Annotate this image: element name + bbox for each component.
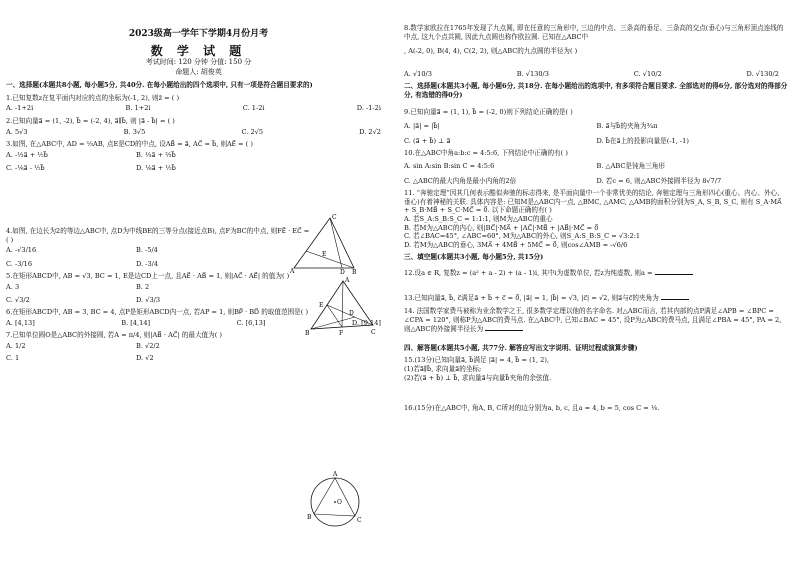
- question-11: 11. “奔驰定理”因其几何表示酷似奔驰的标志得来, 是平面向量中一个非常优美的结论, 奔驰定理与三角形四心(重心、内心、外心、垂心)有着神秘的关联. 具体内容是: 已知M是△ABC内一点, △BMC, △AMC, △AMB的面积分别为S_A, S_B, S_C, 则有 S_A·MA⃗ + S_B·MB⃗ + S_C·MC⃗ = 0⃗. 以下命题正确的有( ): [404, 189, 784, 215]
- option: D. √3/3: [136, 295, 161, 304]
- option: C. 2√5: [241, 127, 264, 136]
- option: A. -1+2i: [6, 104, 34, 113]
- option: A. 1/2: [6, 341, 26, 350]
- question-4-options: [6, 246, 266, 268]
- option: A. √10/3: [404, 69, 432, 78]
- question-7-figure: [305, 470, 365, 530]
- option: D. [9,14]: [351, 318, 381, 327]
- fig4-label-b: B: [305, 330, 310, 337]
- option: B. △ABC是钝角三角形: [596, 161, 665, 170]
- fig4-label-c: C: [371, 329, 376, 336]
- option: C. [6,13]: [236, 318, 266, 327]
- question-9: 9.已知向量a⃗ = (1, 1), b⃗ = (-2, 0)则下列结论正确的是( ): [404, 107, 573, 116]
- fig7-label-c: C: [357, 517, 362, 524]
- fig7-label-b: B: [307, 514, 312, 521]
- option: B. -5/4: [136, 246, 158, 255]
- question-12-text: 12.设a ∈ R, 复数z = (a² + a - 2) + (a - 1)i, 其中i为虚数单位, 若z为纯虚数, 则a =: [404, 268, 653, 277]
- option: D. √2: [136, 354, 154, 363]
- option: D. 2√2: [359, 127, 381, 136]
- option: A. 5√3: [6, 127, 28, 136]
- answer-blank: [485, 324, 523, 331]
- option: A. -⅓a⃗ + ½b⃗: [6, 150, 48, 159]
- option: B. 2: [136, 282, 150, 291]
- question-15: 15.(13分)已知向量a⃗, b⃗满足 |a⃗| = 4, b⃗ = (1, 2),: [404, 356, 550, 365]
- question-1: 1.已知复数z在复平面内对应的点的坐标为(-1, 2), 则z̄ = ( ): [6, 93, 180, 102]
- question-3-figure: [290, 214, 360, 274]
- question-7-options: [6, 342, 266, 363]
- option: D. √130/2: [746, 69, 779, 78]
- question-11-option-a: A. 若S_A:S_B:S_C = 1:1:1, 则M为△ABC的重心: [404, 214, 553, 223]
- option: B. [4,14]: [121, 318, 151, 327]
- option: B. √130/3: [516, 69, 549, 78]
- option: D. 若c = 6, 则△ABC外接圆半径为 8√7/7: [596, 176, 722, 185]
- exam-subject: 数 学 试 题: [150, 43, 247, 58]
- question-3-options: [6, 151, 266, 173]
- section-2-heading: 二、选择题(本题共3小题, 每小题6分, 共18分. 在每小题给出的选项中, 有多项符合题目要求. 全部选对的得6分, 部分选对的得部分分, 有选错的得0分): [404, 82, 788, 99]
- question-4-figure: [305, 277, 377, 339]
- exam-title: 2023级高一学年下学期4月份月考: [128, 29, 269, 39]
- fig4-label-a: A: [345, 277, 350, 284]
- option: C. -3/16: [6, 259, 33, 268]
- question-9-options: [404, 122, 789, 145]
- question-11-option-c: C. 若∠BAC=45°, ∠ABC=60°, M为△ABC的外心, 则S_A:S_B:S_C = √3:2:1: [404, 232, 641, 241]
- question-2: 2.已知向量a⃗ = (1, -2), b⃗ = (-2, 4), a⃗∥b⃗, 则 |a⃗ - b⃗| = ( ): [6, 116, 175, 125]
- section-3-heading: 三、填空题(本题共3小题, 每小题5分, 共15分): [404, 253, 544, 262]
- option: C. △ABC的最大内角是最小内角的2倍: [404, 176, 517, 185]
- fig4-label-e: E: [319, 302, 324, 309]
- option: C. √10/2: [633, 69, 662, 78]
- right-column: [404, 24, 789, 584]
- question-10: 10.在△ABC中角a:b:c = 4:5:6, 下列结论中正确的有( ): [404, 149, 568, 158]
- question-11-option-d: D. 若M为△ABC的垂心, 3MA⃗ + 4MB⃗ + 5MC⃗ = 0⃗, 则cos∠AMB = -√6/6: [404, 240, 628, 249]
- question-4-paren: ( ): [6, 235, 14, 244]
- option: C. (a⃗ + b⃗) ⊥ a⃗: [404, 136, 451, 145]
- question-13-text: 13.已知向量a⃗, b⃗, c⃗满足a⃗ + b⃗ + c⃗ = 0⃗, |a⃗| = 1, |b⃗| = √3, |c⃗| = √2, 则a⃗与c⃗的夹角为: [404, 294, 659, 303]
- fig3-label-a: A: [290, 268, 295, 274]
- question-2-options: [6, 128, 391, 137]
- question-7: 7.已知单位圆O是△ABC的外接圆, 若A = π/4, 则|AB⃗ · AC⃗| 的最大值为( ): [6, 331, 222, 340]
- question-3: 3.如图, 在△ABC中, AD = ⅓AB, 点E是CD的中点, 设AB⃗ = a⃗, AC⃗ = b⃗, 则AE⃗ = ( ): [6, 140, 253, 149]
- question-12: [404, 268, 789, 278]
- question-4-text: 4.如图, 在边长为2的等边△ABC中, 点D为中线BE的三等分点(接近点B), 点F为BC的中点, 则FE⃗ · EC⃗ =: [6, 226, 310, 235]
- exam-author: 命题人: 胡俊英: [175, 68, 222, 77]
- option: B. √2/2: [136, 341, 160, 350]
- option: C. 1: [6, 354, 20, 363]
- fig4-label-d: D: [349, 310, 354, 317]
- exam-info: 考试时间: 120 分钟 分值: 150 分: [145, 58, 252, 67]
- option: A. sin A:sin B:sin C = 4:5:6: [404, 161, 495, 170]
- option: B. a⃗与b⃗的夹角为¾π: [596, 122, 658, 131]
- option: A. |a⃗| = |b⃗|: [404, 122, 440, 131]
- question-14-text: 14. 法国数学家费马被称为业余数学之王, 很多数学定理以他的名字命名. 对△ABC而言, 若其内部的点P满足∠APB = ∠BPC = ∠CPA = 120°, 则称P为△ABC的费马点. 在△ABC中, 已知∠BAC = 45°, 设P为△ABC的费马点, 且满足∠PBA = 45°, PA = 2, 则△ABC的外接圆半径长为: [404, 307, 782, 334]
- answer-blank: [661, 293, 689, 300]
- fig3-label-d: D: [340, 269, 345, 274]
- option: C. 1-2i: [242, 104, 265, 113]
- option: A. [4,13]: [6, 318, 35, 327]
- question-10-options: [404, 162, 789, 185]
- option: A. -√3/16: [6, 246, 37, 255]
- question-16: 16.(15分)在△ABC中, 角A, B, C所对的边分别为a, b, c, 且a = 4, b = 5, cos C = ⅛.: [404, 404, 660, 413]
- section-1-heading: 一、选择题(本题共8小题, 每小题5分, 共40分. 在每小题给出的四个选项中, 只有一项是符合题目要求的): [6, 81, 313, 90]
- fig4-label-f: F: [339, 330, 344, 337]
- fig7-label-a: A: [333, 471, 338, 478]
- fig3-label-c: C: [332, 214, 337, 221]
- question-11-option-b: B. 若M为△ABC的内心, 则|BC⃗|·MA⃗ + |AC⃗|·MB⃗ + |AB⃗|·MC⃗ = 0⃗: [404, 223, 599, 232]
- question-5-options: [6, 283, 266, 304]
- fig7-label-o: O: [337, 499, 342, 506]
- option: D. -3/4: [136, 259, 159, 268]
- question-6: 6.在矩形ABCD中, AB = 3, BC = 4, 点P是矩形ABCD内一点, 若AP = 1, 则BP⃗ · BD⃗ 的取值范围是( ): [6, 308, 309, 317]
- option: D. b⃗在a⃗上的投影向量是(-1, -1): [596, 136, 689, 145]
- option: C. -⅙a⃗ - ½b⃗: [6, 164, 45, 173]
- question-8-points: , A(-2, 0), B(4, 4), C(2, 2), 则△ABC的九点圆的半径为( ): [404, 47, 578, 56]
- option: A. 3: [6, 282, 20, 291]
- option: D. ⅙a⃗ + ½b⃗: [136, 164, 176, 173]
- question-8-options: [404, 70, 789, 79]
- question-15-part-1: (1)若a⃗∥b⃗, 求向量a⃗的坐标;: [404, 365, 482, 374]
- question-15-part-2: (2)若(a⃗ + b⃗) ⊥ b⃗, 求向量a⃗与向量b⃗夹角的余弦值.: [404, 373, 552, 382]
- question-1-options: [6, 104, 391, 113]
- option: B. 1+2i: [125, 104, 151, 113]
- question-13: [404, 293, 789, 303]
- fig3-label-b: B: [352, 269, 357, 274]
- answer-blank: [655, 268, 693, 275]
- option: D. -1-2i: [356, 104, 381, 113]
- option: B. ⅓a⃗ + ⅔b⃗: [136, 150, 176, 159]
- question-8: 8.数学家欧拉在1765年发现了九点圆, 即在任意的三角形中, 三边的中点、三条高的垂足、三条高的交点(垂心)与三角形顶点连线的中点, 这九个点共圆, 因此九点圆也称作欧拉圆. 已知在△ABC中: [404, 24, 784, 41]
- option: B. 3√5: [123, 127, 146, 136]
- option: C. √3/2: [6, 295, 30, 304]
- question-5: 5.在矩形ABCD中, AB = √3, BC = 1, E是边CD上一点, 且AE⃗ · AB⃗ = 1, 则|AC⃗ · AE⃗| 的值为( ): [6, 272, 290, 281]
- fig3-label-e: E: [322, 251, 327, 258]
- section-4-heading: 四、解答题(本题共5小题, 共77分. 解答应写出文字说明、证明过程或演算步骤): [404, 343, 638, 352]
- question-14: [404, 307, 789, 334]
